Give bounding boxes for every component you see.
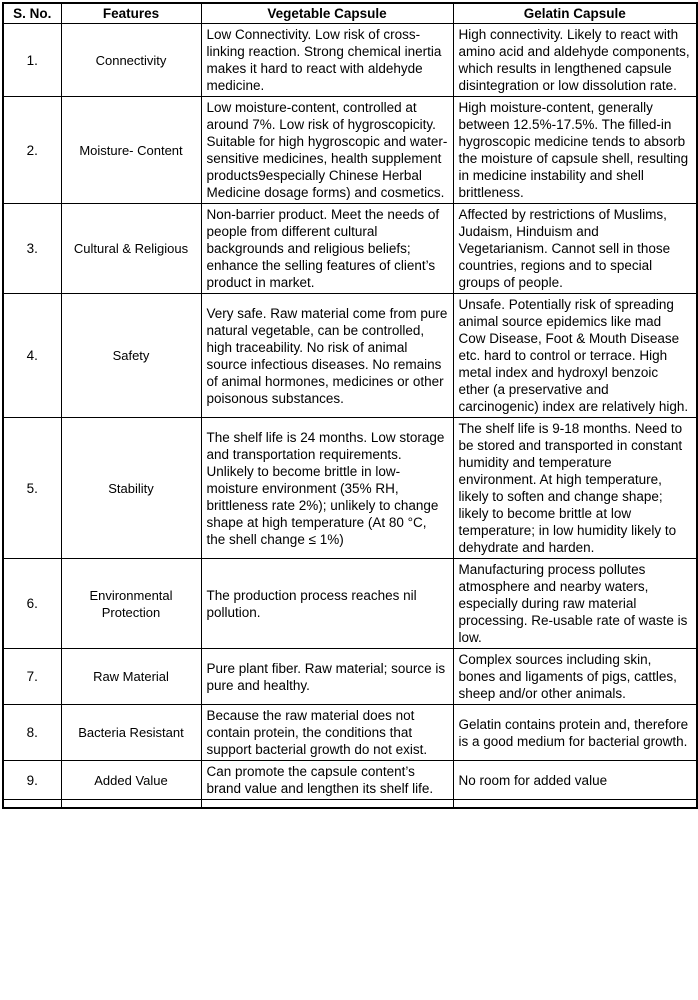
table-row — [3, 559, 697, 649]
sno-cell: 5. — [3, 418, 61, 559]
vegetable-cell: Low moisture-content, controlled at around 7%. Low risk of hygroscopicity. Suitable for high hygroscopic and water-sensitive medicines, health supplement products9especially Chinese Herbal Medicine dosage forms) and cosmetics. — [201, 97, 453, 204]
gelatin-cell: Unsafe. Potentially risk of spreading animal source epidemics like mad Cow Disease, Foot & Mouth Disease etc. hard to control or terrace. High metal index and hydroxyl benzoic ether (a preservative and carcinogenic) index are relatively high. — [453, 294, 697, 418]
sno-cell: 1. — [3, 24, 61, 97]
table-body — [3, 24, 697, 808]
header-gelatin-capsule: Gelatin Capsule — [453, 3, 697, 24]
feature-cell: Stability — [61, 418, 201, 559]
gelatin-cell: The shelf life is 9-18 months. Need to be stored and transported in constant humidity and temperature environment. At high temperature, likely to soften and change shape; likely to become brittle at low temperature; in low humidity likely to dehydrate and harden. — [453, 418, 697, 559]
table-row — [3, 204, 697, 294]
feature-cell: Cultural & Religious — [61, 204, 201, 294]
gelatin-cell: High moisture-content, generally between 12.5%-17.5%. The filled-in hygroscopic medicine tends to absorb the moisture of capsule shell, resulting in medicine instability and shell brittleness. — [453, 97, 697, 204]
vegetable-cell: The shelf life is 24 months. Low storage and transportation requirements. Unlikely to become brittle in low-moisture environment (35% RH, brittleness rate 2%); unlikely to change shape at high temperature (At 80 °C, the shell change ≤ 1%) — [201, 418, 453, 559]
empty-row — [3, 800, 697, 808]
feature-cell: Environmental Protection — [61, 559, 201, 649]
feature-cell: Raw Material — [61, 649, 201, 705]
feature-cell: Bacteria Resistant — [61, 705, 201, 761]
vegetable-cell: Non-barrier product. Meet the needs of people from different cultural backgrounds and religious beliefs; enhance the selling features of client’s product in market. — [201, 204, 453, 294]
sno-cell: 8. — [3, 705, 61, 761]
gelatin-cell: Gelatin contains protein and, therefore is a good medium for bacterial growth. — [453, 705, 697, 761]
table-row — [3, 418, 697, 559]
vegetable-cell: The production process reaches nil pollution. — [201, 559, 453, 649]
header-vegetable-capsule: Vegetable Capsule — [201, 3, 453, 24]
empty-cell — [453, 800, 697, 808]
feature-cell: Connectivity — [61, 24, 201, 97]
sno-cell: 9. — [3, 761, 61, 800]
vegetable-cell: Low Connectivity. Low risk of cross-linking reaction. Strong chemical inertia makes it hard to react with aldehyde medicine. — [201, 24, 453, 97]
empty-cell — [201, 800, 453, 808]
table-row — [3, 294, 697, 418]
gelatin-cell: No room for added value — [453, 761, 697, 800]
vegetable-cell: Very safe. Raw material come from pure natural vegetable, can be controlled, high traceability. No risk of animal source infectious diseases. No remains of animal hormones, medicines or other poisonous substances. — [201, 294, 453, 418]
empty-cell — [61, 800, 201, 808]
table-row — [3, 761, 697, 800]
header-row — [3, 3, 697, 24]
vegetable-cell: Because the raw material does not contain protein, the conditions that support bacterial growth do not exist. — [201, 705, 453, 761]
header-sno: S. No. — [3, 3, 61, 24]
feature-cell: Moisture- Content — [61, 97, 201, 204]
gelatin-cell: Manufacturing process pollutes atmosphere and nearby waters, especially during raw material processing. Re-usable rate of waste is low. — [453, 559, 697, 649]
vegetable-cell: Can promote the capsule content’s brand value and lengthen its shelf life. — [201, 761, 453, 800]
gelatin-cell: Affected by restrictions of Muslims, Judaism, Hinduism and Vegetarianism. Cannot sell in those countries, regions and to special groups of people. — [453, 204, 697, 294]
empty-cell — [3, 800, 61, 808]
sno-cell: 4. — [3, 294, 61, 418]
sno-cell: 6. — [3, 559, 61, 649]
gelatin-cell: Complex sources including skin, bones and ligaments of pigs, cattles, sheep and/or other animals. — [453, 649, 697, 705]
sno-cell: 3. — [3, 204, 61, 294]
vegetable-cell: Pure plant fiber. Raw material; source is pure and healthy. — [201, 649, 453, 705]
sno-cell: 2. — [3, 97, 61, 204]
capsule-comparison-table — [2, 2, 698, 809]
feature-cell: Added Value — [61, 761, 201, 800]
header-features: Features — [61, 3, 201, 24]
table-row — [3, 649, 697, 705]
table-row — [3, 24, 697, 97]
sno-cell: 7. — [3, 649, 61, 705]
feature-cell: Safety — [61, 294, 201, 418]
gelatin-cell: High connectivity. Likely to react with amino acid and aldehyde components, which results in lengthened capsule disintegration or low dissolution rate. — [453, 24, 697, 97]
table-header — [3, 3, 697, 24]
table-row — [3, 97, 697, 204]
table-row — [3, 705, 697, 761]
